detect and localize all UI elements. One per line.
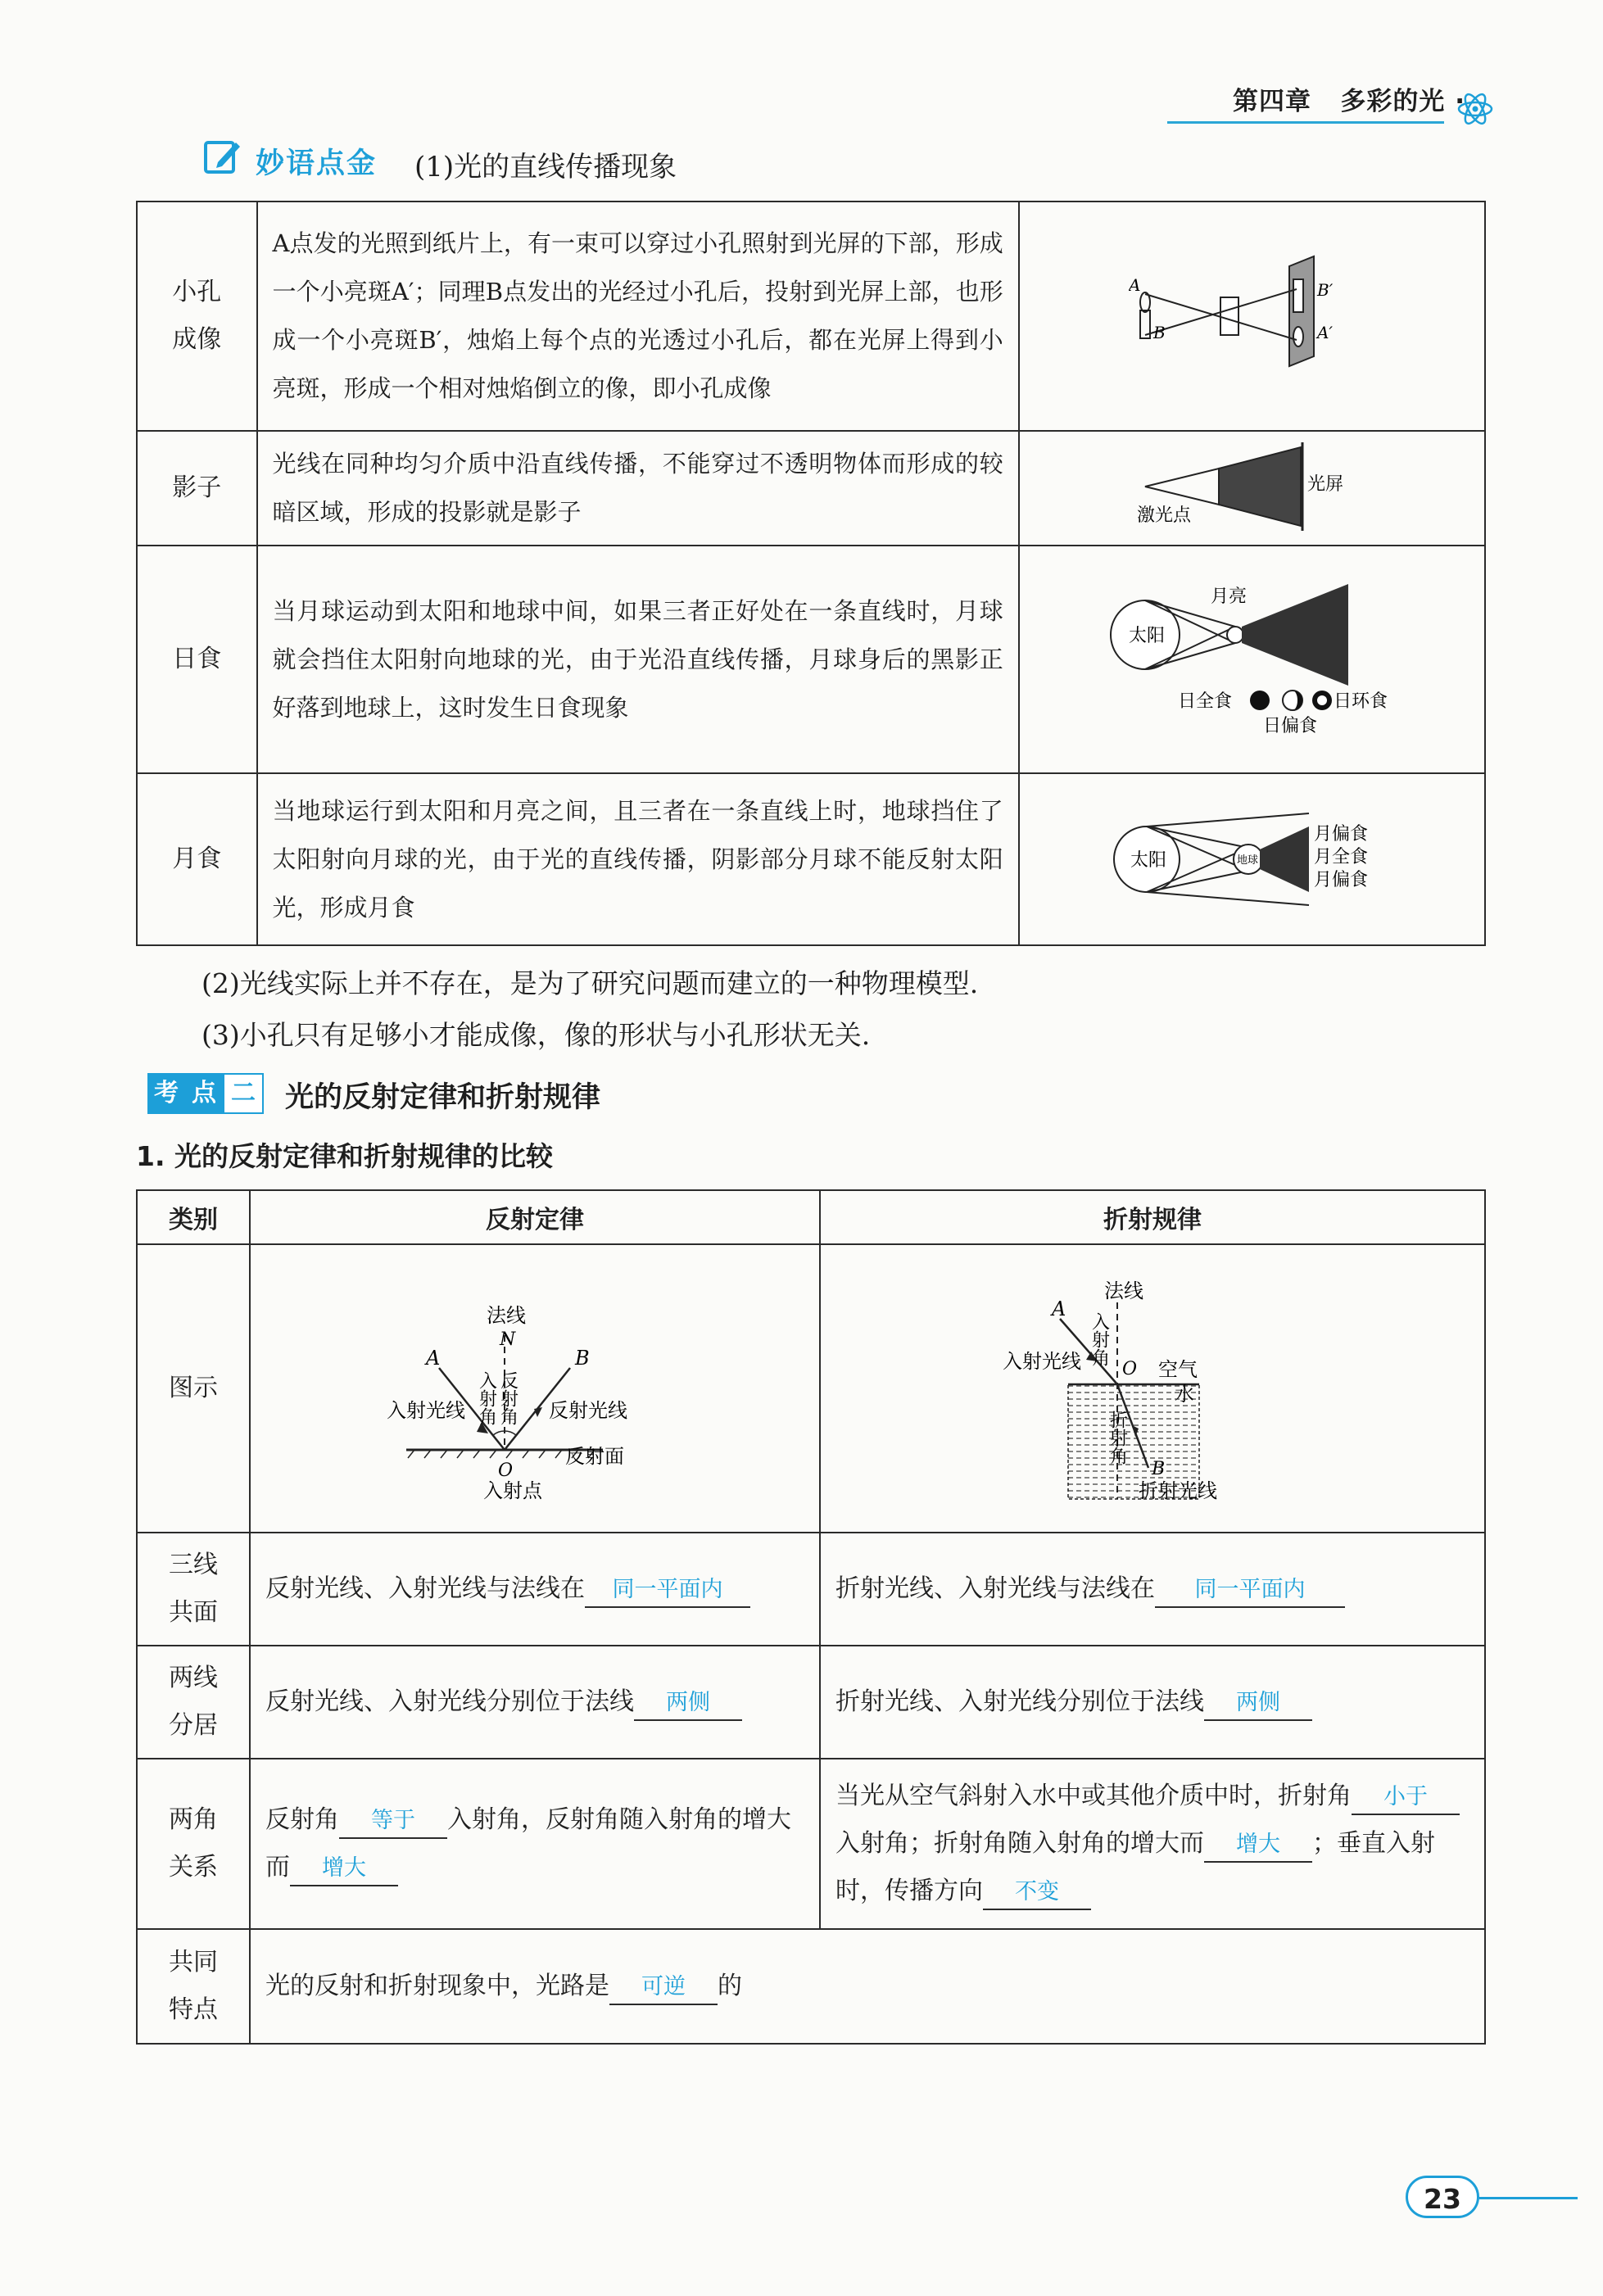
label-b: B: [1152, 1459, 1166, 1479]
table-header-row: [137, 1190, 1485, 1244]
row-label: 日食: [137, 546, 257, 773]
label-normal: 法线: [487, 1304, 526, 1327]
answer-blank: 两侧: [1204, 1687, 1312, 1721]
header-underline: [1167, 121, 1444, 124]
label-air: 空气: [1158, 1358, 1198, 1381]
reflection-figure: [250, 1244, 820, 1533]
answer-blank: 等于: [339, 1805, 447, 1839]
label-reflect-ray: 反射光线: [549, 1399, 627, 1422]
phenomena-table: [136, 201, 1486, 946]
refraction-cell: 折射光线、入射光线与法线在 同一平面内: [820, 1533, 1485, 1646]
label-incident-angle: 入射角: [1089, 1312, 1110, 1366]
row-label: 两角关系: [137, 1759, 250, 1929]
row-description: 当月球运动到太阳和地球中间，如果三者正好处在一条直线时，月球就会挡住太阳射向地球的光，由于光沿直线传播，月球身后的黑影正好落到地球上，这时发生日食现象: [257, 546, 1019, 773]
row-label: 三线共面: [137, 1533, 250, 1646]
table-row: [137, 1533, 1485, 1646]
section-title: 光的反射定律和折射规律: [285, 1081, 601, 1114]
section-badge: 考 点 二: [147, 1073, 264, 1114]
header-category: 类别: [137, 1190, 250, 1244]
table-row: [137, 431, 1485, 546]
reflection-cell: 反射光线、入射光线与法线在 同一平面内: [250, 1533, 820, 1646]
label-earth: 地球: [1237, 854, 1259, 867]
chapter-label: 第四章 多彩的光 ·: [1233, 87, 1465, 116]
refraction-cell: 折射光线、入射光线分别位于法线 两侧: [820, 1646, 1485, 1759]
common-cell: 光的反射和折射现象中，光路是 可逆 的: [250, 1929, 1485, 2044]
label-partial-lunar-1: 月偏食: [1314, 824, 1369, 845]
answer-blank: 两侧: [634, 1687, 742, 1721]
pinhole-figure: [1019, 202, 1485, 431]
table-row: [137, 1929, 1485, 2044]
section-subtitle: 1. 光的反射定律和折射规律的比较: [136, 1140, 553, 1172]
label-partial-lunar-2: 月偏食: [1314, 870, 1369, 890]
tip-text: (1)光的直线传播现象: [414, 151, 677, 183]
row-description: A点发的光照到纸片上，有一束可以穿过小孔照射到光屏的下部，形成一个小亮斑A′；同理B点发出的光经过小孔后，投射到光屏上部，也形成一个小亮斑B′，烛焰上每个点的光透过小孔后，都在光屏上得到小亮斑，形成一个相对烛焰倒立的像，即小孔成像: [257, 202, 1019, 431]
label-moon: 月亮: [1211, 586, 1248, 607]
row-label: 影子: [137, 431, 257, 546]
label-refract-ray: 折射光线: [1139, 1479, 1217, 1502]
answer-blank: 小于: [1352, 1781, 1460, 1815]
answer-blank: 增大: [290, 1852, 398, 1886]
label-a: A: [426, 1347, 441, 1370]
label-sun: 太阳: [1130, 850, 1167, 871]
row-label: 图示: [137, 1244, 250, 1533]
label-a-prime: A′: [1317, 323, 1334, 342]
refraction-cell: 当光从空气斜射入水中或其他介质中时，折射角 小于入射角；折射角随入射角的增大而 增大 ；垂直入射时，传播方向 不变: [820, 1759, 1485, 1929]
solar-eclipse-figure: [1019, 546, 1485, 773]
label-n: N: [500, 1329, 516, 1350]
answer-blank: 可逆: [609, 1971, 718, 2005]
label-water: 水: [1175, 1383, 1194, 1406]
row-label: 月食: [137, 773, 257, 945]
label-b: B: [575, 1347, 590, 1370]
page-number-line: [1479, 2197, 1578, 2199]
row-description: 当地球运行到太阳和月亮之间，且三者在一条直线上时，地球挡住了太阳射向月球的光，由于光的直线传播，阴影部分月球不能反射太阳光，形成月食: [257, 773, 1019, 945]
label-b: B: [1153, 323, 1166, 342]
table-row: [137, 1244, 1485, 1533]
label-total-lunar: 月全食: [1314, 847, 1369, 867]
row-label: 两线分居: [137, 1646, 250, 1759]
label-incident-ray: 入射光线: [387, 1399, 465, 1422]
answer-blank: 同一平面内: [585, 1574, 750, 1608]
reflection-cell: 反射角 等于 入射角，反射角随入射角的增大而 增大: [250, 1759, 820, 1929]
label-sun: 太阳: [1129, 626, 1166, 646]
comparison-table: [136, 1189, 1486, 2045]
label-refract-angle: 折射角: [1107, 1411, 1128, 1465]
label-o: O: [498, 1460, 514, 1481]
reflection-cell: 反射光线、入射光线分别位于法线 两侧: [250, 1646, 820, 1759]
label-normal: 法线: [1104, 1279, 1143, 1302]
label-total-solar: 日全食: [1178, 691, 1233, 712]
label-laser: 激光点: [1137, 505, 1192, 526]
label-partial-solar: 日偏食: [1263, 716, 1318, 736]
table-row: [137, 1759, 1485, 1929]
label-a: A: [1129, 275, 1141, 295]
table-row: [137, 1646, 1485, 1759]
answer-blank: 同一平面内: [1155, 1574, 1345, 1608]
label-o: O: [1122, 1359, 1138, 1379]
label-surface: 反射面: [565, 1445, 624, 1468]
header-reflection: 反射定律: [250, 1190, 820, 1244]
lunar-eclipse-figure: [1019, 773, 1485, 945]
table-row: [137, 546, 1485, 773]
answer-blank: 增大: [1204, 1828, 1312, 1863]
table-row: [137, 773, 1485, 945]
table-row: [137, 202, 1485, 431]
pencil-note-icon: [203, 138, 241, 175]
shadow-figure: [1019, 431, 1485, 546]
label-screen: 光屏: [1307, 474, 1344, 495]
header-refraction: 折射规律: [820, 1190, 1485, 1244]
refraction-figure: [820, 1244, 1485, 1533]
label-b-prime: B′: [1317, 280, 1334, 300]
label-reflect-angle: 反射角: [497, 1371, 518, 1425]
row-label: 小孔成像: [137, 202, 257, 431]
label-point: 入射点: [483, 1479, 542, 1502]
chapter-title: 多彩的光: [1340, 87, 1446, 116]
note-3: (3)小孔只有足够小才能成像，像的形状与小孔形状无关.: [202, 1019, 871, 1051]
atom-icon: [1456, 90, 1494, 128]
label-incident-ray: 入射光线: [1003, 1350, 1081, 1373]
row-label: 共同特点: [137, 1929, 250, 2044]
note-2: (2)光线实际上并不存在，是为了研究问题而建立的一种物理模型.: [202, 967, 979, 999]
answer-blank: 不变: [983, 1876, 1091, 1910]
header-dot: ·: [1455, 87, 1465, 116]
label-annular-solar: 日环食: [1334, 691, 1388, 712]
label-incident-angle: 入射角: [476, 1371, 497, 1425]
row-description: 光线在同种均匀介质中沿直线传播，不能穿过不透明物体而形成的较暗区域，形成的投影就是影子: [257, 431, 1019, 546]
tip-label: 妙语点金: [256, 147, 378, 180]
page-number: 23: [1406, 2176, 1479, 2218]
label-a: A: [1052, 1297, 1066, 1320]
